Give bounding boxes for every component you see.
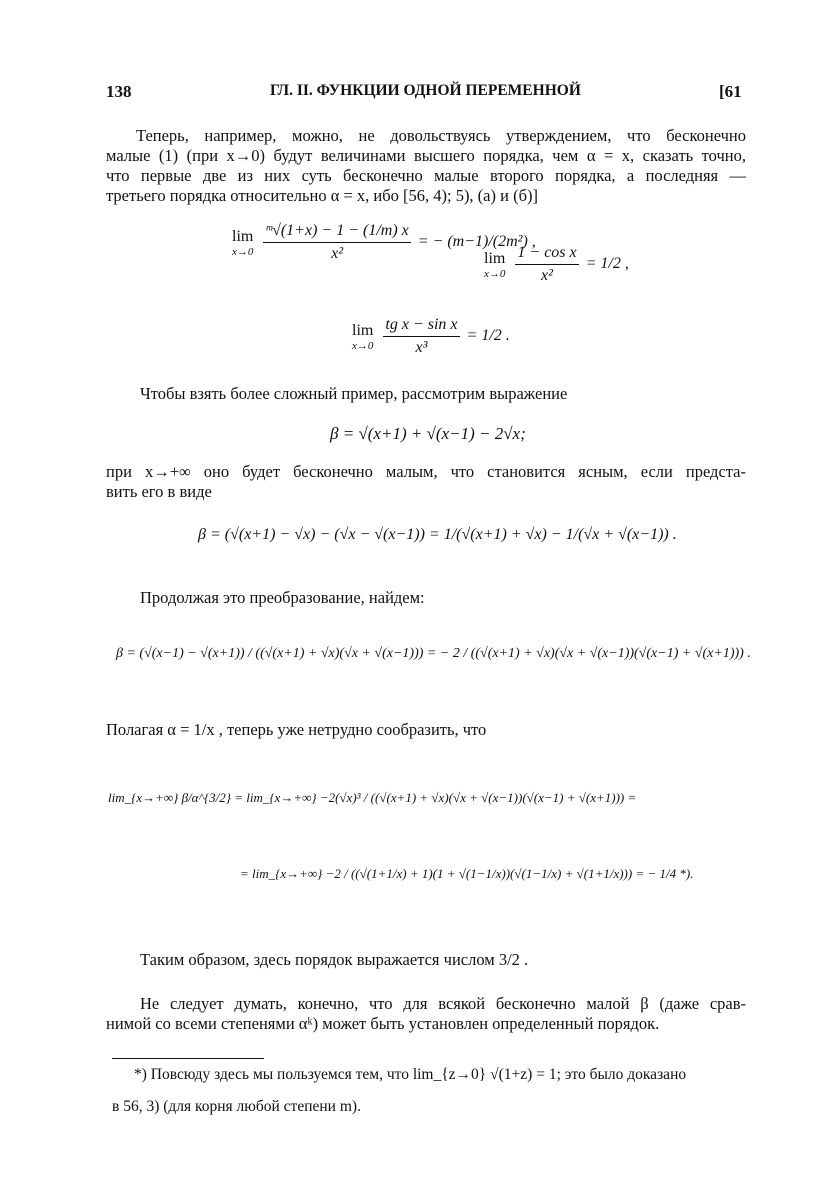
paragraph-1-line: Теперь, например, можно, не довольствуясь утверждением, что бесконечно	[136, 126, 746, 145]
paragraph-1-line: третьего порядка относительно α = x, ибо [56, 4); 5), (а) и (б)]	[106, 186, 538, 205]
paragraph-4	[106, 588, 746, 608]
fraction-numerator: 1 − cos x	[515, 244, 578, 265]
formula-result: = − (m−1)/(2m²) ,	[417, 233, 536, 251]
limit-subscript: x→0	[232, 245, 254, 258]
limit-subscript: x→0	[484, 267, 506, 280]
limit-label: lim	[232, 227, 254, 245]
paragraph-6	[106, 950, 746, 970]
footnote-divider	[112, 1058, 264, 1059]
formula-beta-transformed: β = (√(x−1) − √(x+1)) / ((√(x+1) + √x)(√x + √(x−1))) = − 2 / ((√(x+1) + √x)(√x + √(x−1))(√(x−1) + √(x+1))) .	[116, 646, 751, 661]
formula-limit-ratio: lim_{x→+∞} β/α^{3/2} = lim_{x→+∞} −2(√x)³ / ((√(x+1) + √x)(√x + √(x−1))(√(x−1) + √(x+1))) =	[108, 790, 637, 805]
paragraph-5-text: Полагая α = 1/x , теперь уже нетрудно сообразить, что	[106, 720, 487, 739]
limit-label: lim	[484, 249, 506, 267]
chapter-title: ГЛ. II. ФУНКЦИИ ОДНОЙ ПЕРЕМЕННОЙ	[270, 82, 581, 99]
paragraph-3-line: вить его в виде	[106, 482, 212, 501]
paragraph-4-text: Продолжая это преобразование, найдем:	[140, 588, 425, 607]
formula-limit-result: = lim_{x→+∞} −2 / ((√(1+1/x) + 1)(1 + √(1−1/x))(√(1−1/x) + √(1+1/x))) = − 1/4 *).	[240, 866, 694, 881]
fraction-denominator: x²	[331, 245, 344, 262]
paragraph-3-line: при x→+∞ оно будет бесконечно малым, что становится ясным, если предста-	[106, 462, 746, 481]
footnote-line: в 56, 3) (для корня любой степени m).	[112, 1098, 361, 1115]
formula-limit-tg	[352, 316, 510, 357]
formula-result: = 1/2 ,	[585, 255, 629, 273]
paragraph-1	[106, 126, 746, 206]
paragraph-7-line: Не следует думать, конечно, что для всякой бесконечно малой β (даже срав-	[140, 994, 746, 1013]
page-number: 138	[106, 82, 132, 101]
fraction-numerator: tg x − sin x	[383, 316, 459, 337]
fraction-denominator: x²	[541, 267, 553, 284]
fraction-denominator: x³	[415, 339, 428, 356]
paragraph-5	[106, 720, 746, 740]
paragraph-1-line: что первые две из них суть бесконечно малые второго порядка, а последняя —	[106, 166, 746, 185]
paragraph-6-text: Таким образом, здесь порядок выражается числом 3/2 .	[140, 950, 529, 969]
section-number: [61	[719, 82, 742, 101]
formula-beta-definition: β = √(x+1) + √(x−1) − 2√x;	[330, 424, 526, 443]
limit-label: lim	[352, 321, 374, 339]
limit-subscript: x→0	[352, 339, 374, 352]
paragraph-7-line: нимой со всеми степенями αᵏ) может быть установлен определенный порядок.	[106, 1014, 660, 1033]
paragraph-2-text: Чтобы взять более сложный пример, рассмотрим выражение	[140, 384, 568, 403]
formula-limit-cos	[484, 244, 629, 285]
paragraph-1-line: малые (1) (при x→0) будут величинами высшего порядка, чем α = x, сказать точно,	[106, 146, 746, 165]
paragraph-7	[106, 994, 746, 1034]
formula-beta-difference: β = (√(x+1) − √x) − (√x − √(x−1)) = 1/(√(x+1) + √x) − 1/(√x + √(x−1)) .	[198, 526, 677, 543]
paragraph-3	[106, 462, 746, 502]
footnote-line: *) Повсюду здесь мы пользуемся тем, что lim_{z→0} √(1+z) = 1; это было доказано	[134, 1066, 687, 1083]
formula-result: = 1/2 .	[466, 327, 510, 345]
fraction-numerator: ᵐ√(1+x) − 1 − (1/m) x	[263, 222, 410, 243]
paragraph-2	[106, 384, 746, 404]
